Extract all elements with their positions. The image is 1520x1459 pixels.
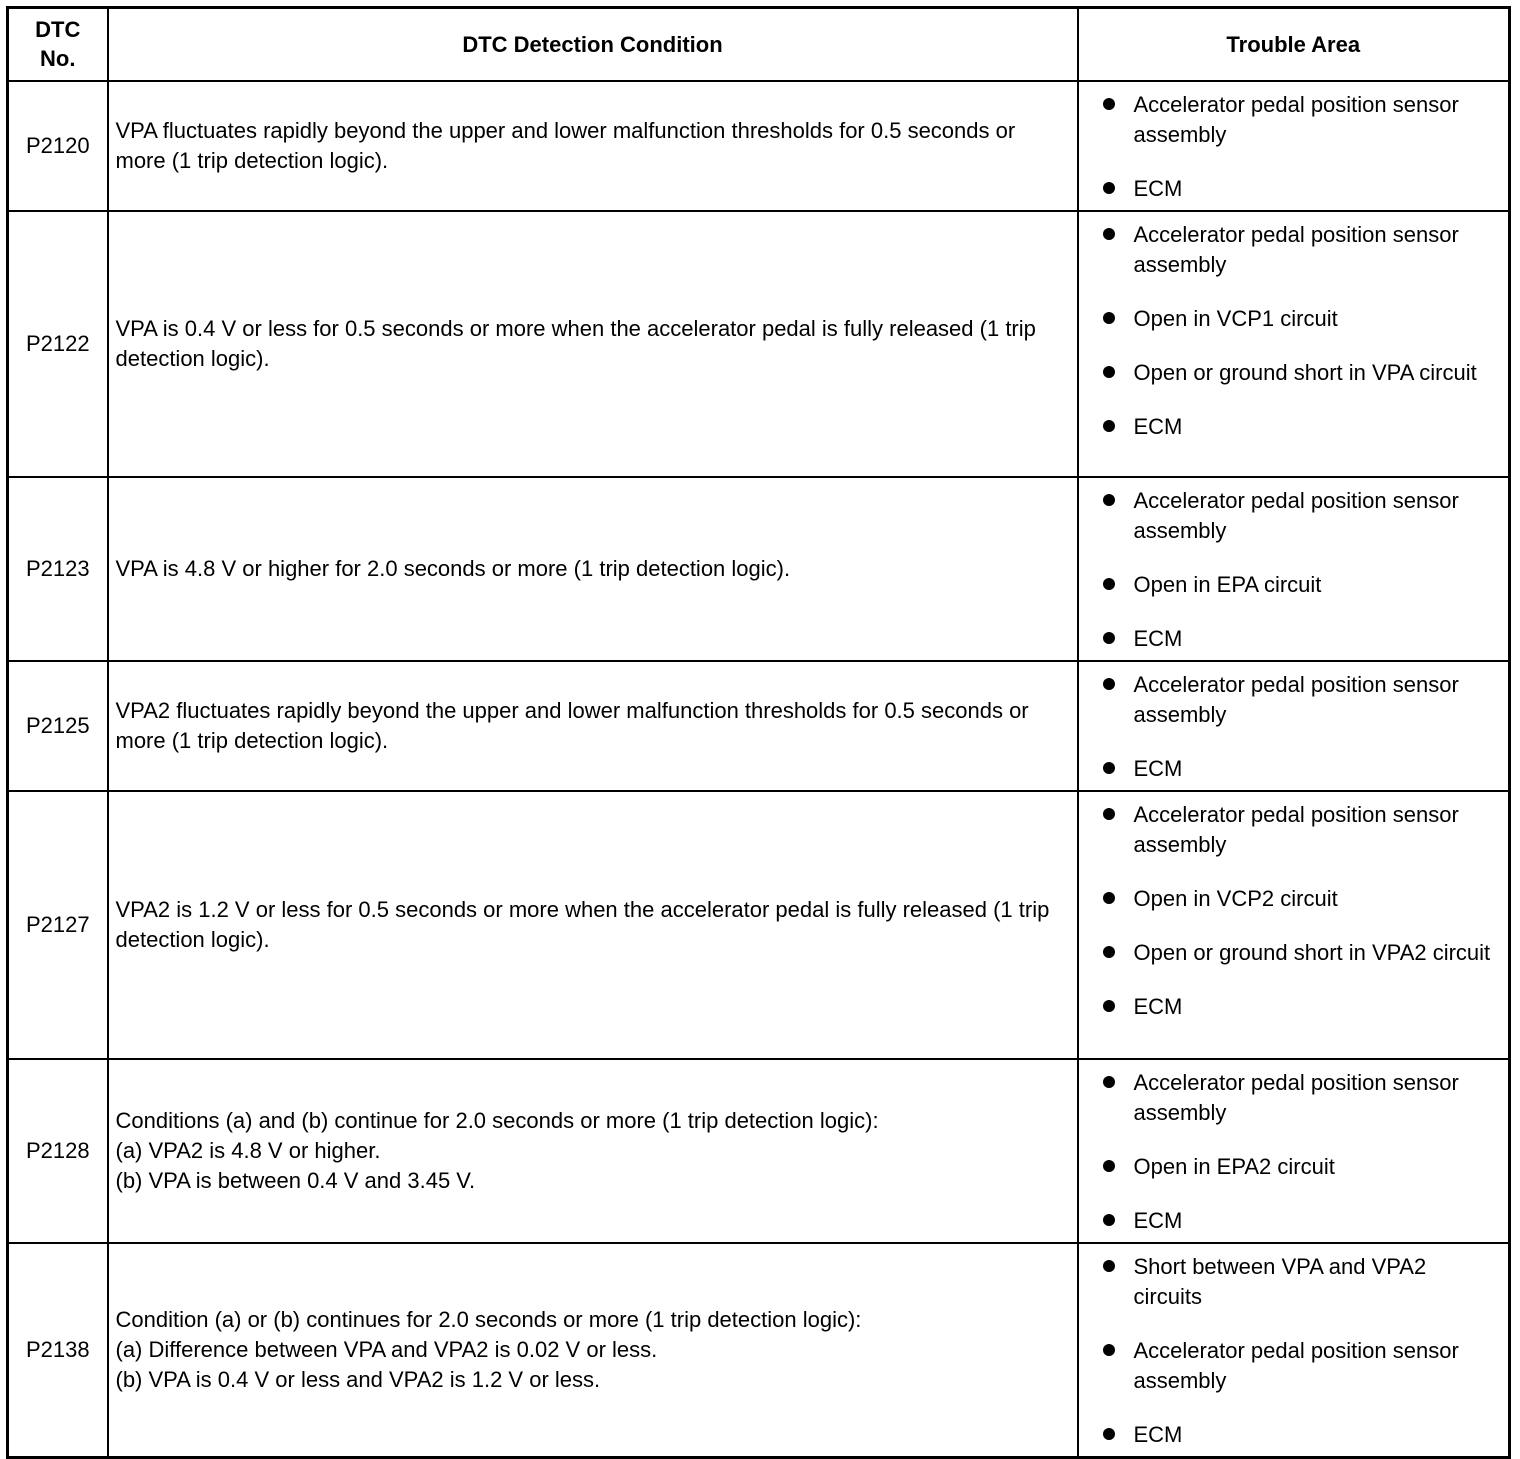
trouble-area-list bbox=[1101, 90, 1499, 204]
table-row bbox=[8, 81, 1510, 211]
bullet-icon bbox=[1103, 228, 1115, 240]
list-item bbox=[1101, 174, 1499, 204]
condition-line: VPA is 0.4 V or less for 0.5 seconds or more when the accelerator pedal is fully released (1 trip detection logic). bbox=[115, 315, 1036, 371]
dtc-code: P2138 bbox=[8, 1243, 108, 1458]
list-item bbox=[1101, 90, 1499, 150]
trouble-area-text: Accelerator pedal position sensor assembly bbox=[1133, 801, 1459, 857]
trouble-area-text: Open in VCP2 circuit bbox=[1133, 885, 1338, 911]
trouble-area-text: Short between VPA and VPA2 circuits bbox=[1133, 1253, 1427, 1309]
condition-line: VPA fluctuates rapidly beyond the upper and lower malfunction thresholds for 0.5 seconds or more (1 trip detection logic). bbox=[115, 117, 1016, 173]
bullet-icon bbox=[1103, 494, 1115, 506]
trouble-area bbox=[1078, 791, 1510, 1059]
header-trouble-area: Trouble Area bbox=[1078, 8, 1510, 81]
trouble-area bbox=[1078, 477, 1510, 661]
detection-condition bbox=[108, 81, 1078, 211]
list-item bbox=[1101, 624, 1499, 654]
bullet-icon bbox=[1103, 1160, 1115, 1172]
bullet-icon bbox=[1103, 762, 1115, 774]
bullet-icon bbox=[1103, 182, 1115, 194]
bullet-icon bbox=[1103, 808, 1115, 820]
list-item bbox=[1101, 1206, 1499, 1236]
table-row bbox=[8, 211, 1510, 477]
table-header-row bbox=[8, 8, 1510, 81]
list-item bbox=[1101, 412, 1499, 442]
detection-condition bbox=[108, 211, 1078, 477]
trouble-area-text: ECM bbox=[1133, 993, 1183, 1019]
trouble-area-text: Accelerator pedal position sensor assembly bbox=[1133, 487, 1459, 543]
header-dtc-line2: No. bbox=[40, 46, 76, 72]
bullet-icon bbox=[1103, 1214, 1115, 1226]
trouble-area-text: Accelerator pedal position sensor assembly bbox=[1133, 91, 1459, 147]
trouble-area-list bbox=[1101, 486, 1499, 654]
bullet-icon bbox=[1103, 420, 1115, 432]
trouble-area-text: ECM bbox=[1133, 625, 1183, 651]
trouble-area bbox=[1078, 1059, 1510, 1243]
table-row bbox=[8, 1243, 1510, 1458]
trouble-area-text: ECM bbox=[1133, 755, 1183, 781]
bullet-icon bbox=[1103, 632, 1115, 644]
list-item bbox=[1101, 754, 1499, 784]
list-item bbox=[1101, 884, 1499, 914]
trouble-area bbox=[1078, 661, 1510, 791]
detection-condition bbox=[108, 477, 1078, 661]
trouble-area-text: Open or ground short in VPA circuit bbox=[1133, 359, 1477, 385]
condition-line: Conditions (a) and (b) continue for 2.0 seconds or more (1 trip detection logic): bbox=[115, 1107, 879, 1133]
list-item bbox=[1101, 1152, 1499, 1182]
table-row bbox=[8, 661, 1510, 791]
trouble-area-text: Accelerator pedal position sensor assembly bbox=[1133, 1069, 1459, 1125]
bullet-icon bbox=[1103, 1344, 1115, 1356]
dtc-code: P2122 bbox=[8, 211, 108, 477]
list-item bbox=[1101, 1068, 1499, 1128]
list-item bbox=[1101, 800, 1499, 860]
trouble-area bbox=[1078, 1243, 1510, 1458]
list-item bbox=[1101, 938, 1499, 968]
condition-line: (a) Difference between VPA and VPA2 is 0.02 V or less. bbox=[115, 1336, 658, 1362]
detection-condition bbox=[108, 1059, 1078, 1243]
bullet-icon bbox=[1103, 1260, 1115, 1272]
trouble-area-text: ECM bbox=[1133, 413, 1183, 439]
condition-line: VPA2 is 1.2 V or less for 0.5 seconds or more when the accelerator pedal is fully released (1 trip detection logic). bbox=[115, 896, 1050, 952]
condition-line: (b) VPA is between 0.4 V and 3.45 V. bbox=[115, 1167, 476, 1193]
condition-line: Condition (a) or (b) continues for 2.0 seconds or more (1 trip detection logic): bbox=[115, 1306, 862, 1332]
condition-line: (a) VPA2 is 4.8 V or higher. bbox=[115, 1137, 381, 1163]
dtc-code: P2120 bbox=[8, 81, 108, 211]
header-dtc-line1: DTC bbox=[35, 17, 81, 43]
list-item bbox=[1101, 358, 1499, 388]
detection-condition bbox=[108, 1243, 1078, 1458]
trouble-area-text: ECM bbox=[1133, 175, 1183, 201]
bullet-icon bbox=[1103, 98, 1115, 110]
list-item bbox=[1101, 486, 1499, 546]
header-detection-condition: DTC Detection Condition bbox=[108, 8, 1078, 81]
trouble-area-text: ECM bbox=[1133, 1421, 1183, 1447]
condition-line: VPA is 4.8 V or higher for 2.0 seconds or more (1 trip detection logic). bbox=[115, 555, 791, 581]
trouble-area bbox=[1078, 211, 1510, 477]
list-item bbox=[1101, 670, 1499, 730]
bullet-icon bbox=[1103, 1000, 1115, 1012]
trouble-area-text: Accelerator pedal position sensor assembly bbox=[1133, 221, 1459, 277]
trouble-area-text: Accelerator pedal position sensor assembly bbox=[1133, 671, 1459, 727]
dtc-code: P2127 bbox=[8, 791, 108, 1059]
list-item bbox=[1101, 1252, 1499, 1312]
table-row bbox=[8, 477, 1510, 661]
table-row bbox=[8, 791, 1510, 1059]
dtc-code: P2128 bbox=[8, 1059, 108, 1243]
list-item bbox=[1101, 304, 1499, 334]
list-item bbox=[1101, 1336, 1499, 1396]
detection-condition bbox=[108, 791, 1078, 1059]
table-body bbox=[8, 81, 1510, 1458]
trouble-area bbox=[1078, 81, 1510, 211]
trouble-area-text: Open in EPA circuit bbox=[1133, 571, 1322, 597]
header-dtc-no bbox=[8, 8, 108, 81]
table-row bbox=[8, 1059, 1510, 1243]
bullet-icon bbox=[1103, 678, 1115, 690]
trouble-area-text: Open or ground short in VPA2 circuit bbox=[1133, 939, 1491, 965]
list-item bbox=[1101, 992, 1499, 1022]
bullet-icon bbox=[1103, 1428, 1115, 1440]
bullet-icon bbox=[1103, 366, 1115, 378]
trouble-area-text: ECM bbox=[1133, 1207, 1183, 1233]
detection-condition bbox=[108, 661, 1078, 791]
dtc-table bbox=[6, 6, 1511, 1459]
bullet-icon bbox=[1103, 1076, 1115, 1088]
bullet-icon bbox=[1103, 892, 1115, 904]
trouble-area-list bbox=[1101, 220, 1499, 442]
trouble-area-list bbox=[1101, 800, 1499, 1022]
condition-line: VPA2 fluctuates rapidly beyond the upper and lower malfunction thresholds for 0.5 seconds or more (1 trip detection logic). bbox=[115, 697, 1029, 753]
list-item bbox=[1101, 570, 1499, 600]
trouble-area-list bbox=[1101, 1068, 1499, 1236]
list-item bbox=[1101, 1420, 1499, 1450]
bullet-icon bbox=[1103, 312, 1115, 324]
trouble-area-list bbox=[1101, 670, 1499, 784]
dtc-code: P2123 bbox=[8, 477, 108, 661]
trouble-area-list bbox=[1101, 1252, 1499, 1450]
bullet-icon bbox=[1103, 578, 1115, 590]
list-item bbox=[1101, 220, 1499, 280]
trouble-area-text: Open in VCP1 circuit bbox=[1133, 305, 1338, 331]
condition-line: (b) VPA is 0.4 V or less and VPA2 is 1.2 V or less. bbox=[115, 1366, 601, 1392]
bullet-icon bbox=[1103, 946, 1115, 958]
dtc-code: P2125 bbox=[8, 661, 108, 791]
trouble-area-text: Open in EPA2 circuit bbox=[1133, 1153, 1335, 1179]
trouble-area-text: Accelerator pedal position sensor assembly bbox=[1133, 1337, 1459, 1393]
